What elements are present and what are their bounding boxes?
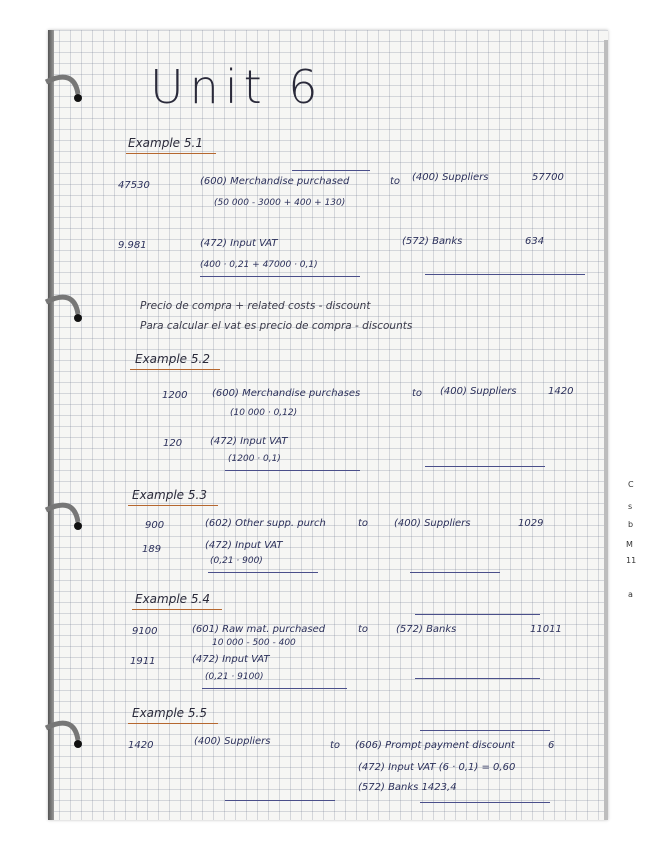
credit-account: (400) Suppliers [412,172,489,183]
margin-mark: C [628,480,634,489]
example-heading: Example 5.4 [135,592,210,606]
binder-ring-2 [44,292,86,328]
underline [425,466,545,467]
underline [200,276,360,277]
margin-mark: s [628,502,633,511]
debit-account: (472) Input VAT [210,436,288,447]
calculation-note: (400 · 0,21 + 47000 · 0,1) [200,260,318,270]
debit-amount: 1911 [130,656,156,667]
debit-amount: 1420 [128,740,154,751]
underline [415,678,540,679]
credit-account: (472) Input VAT (6 · 0,1) = 0,60 [358,762,516,773]
debit-account: (472) Input VAT [205,540,283,551]
debit-amount: 9100 [132,626,158,637]
underline [292,170,370,171]
credit-account: (572) Banks [396,624,457,635]
underline [225,470,360,471]
margin-mark: M [626,540,633,549]
debit-account: (600) Merchandise purchased [200,176,350,187]
debit-amount: 120 [163,438,183,449]
debit-account: (400) Suppliers [194,736,271,747]
debit-account: (472) Input VAT [200,238,278,249]
credit-amount: 1029 [518,518,544,529]
credit-account: (606) Prompt payment discount [355,740,515,751]
underline [425,274,585,275]
binder-ring-4 [44,718,86,754]
underline [410,572,500,573]
underline [225,800,335,801]
debit-account: (600) Merchandise purchases [212,388,361,399]
to-word: to [330,740,341,751]
underline [415,614,540,615]
credit-amount: 57700 [532,172,564,183]
credit-account: (572) Banks 1423,4 [358,782,457,793]
binder-ring-3 [44,500,86,536]
page-title: Unit 6 [150,60,324,114]
calculation-note: 10 000 - 500 - 400 [212,638,296,648]
to-word: to [412,388,423,399]
calculation-note: (0,21 · 900) [210,556,263,566]
credit-amount: 634 [525,236,545,247]
debit-amount: 47530 [118,180,150,191]
credit-account: (400) Suppliers [394,518,471,529]
debit-account: (601) Raw mat. purchased [192,624,326,635]
heading-underline [128,505,218,506]
credit-amount: 6 [548,740,555,751]
credit-amount: 11011 [530,624,562,635]
margin-mark: a [628,590,633,599]
underline [420,730,550,731]
credit-amount: 1420 [548,386,574,397]
credit-account: (400) Suppliers [440,386,517,397]
to-word: to [358,624,369,635]
margin-mark: b [628,520,634,529]
example-heading: Example 5.2 [135,352,210,366]
calculation-note: (1200 · 0,1) [228,454,281,464]
debit-amount: 189 [142,544,162,555]
page-binding-edge [48,30,54,820]
underline [420,802,550,803]
calculation-note: (10 000 · 0,12) [230,408,298,418]
heading-underline [126,153,216,154]
debit-amount: 1200 [162,390,188,401]
example-heading: Example 5.3 [132,488,207,502]
heading-underline [128,723,218,724]
note-line: Para calcular el vat es precio de compra - discounts [140,320,413,332]
heading-underline [130,369,220,370]
calculation-note: (0,21 · 9100) [205,672,264,682]
underline [208,572,318,573]
example-heading: Example 5.1 [128,136,203,150]
debit-account: (472) Input VAT [192,654,270,665]
credit-account: (572) Banks [402,236,463,247]
to-word: to [390,176,401,187]
underline [202,688,347,689]
note-line: Precio de compra + related costs - discount [140,300,371,312]
binder-ring-1 [44,72,86,108]
heading-underline [132,609,222,610]
margin-mark: 11 [626,556,637,565]
page-right-edge [604,40,608,820]
example-heading: Example 5.5 [132,706,207,720]
debit-amount: 9.981 [118,240,147,251]
debit-account: (602) Other supp. purch [205,518,326,529]
calculation-note: (50 000 - 3000 + 400 + 130) [214,198,346,208]
to-word: to [358,518,369,529]
debit-amount: 900 [145,520,165,531]
